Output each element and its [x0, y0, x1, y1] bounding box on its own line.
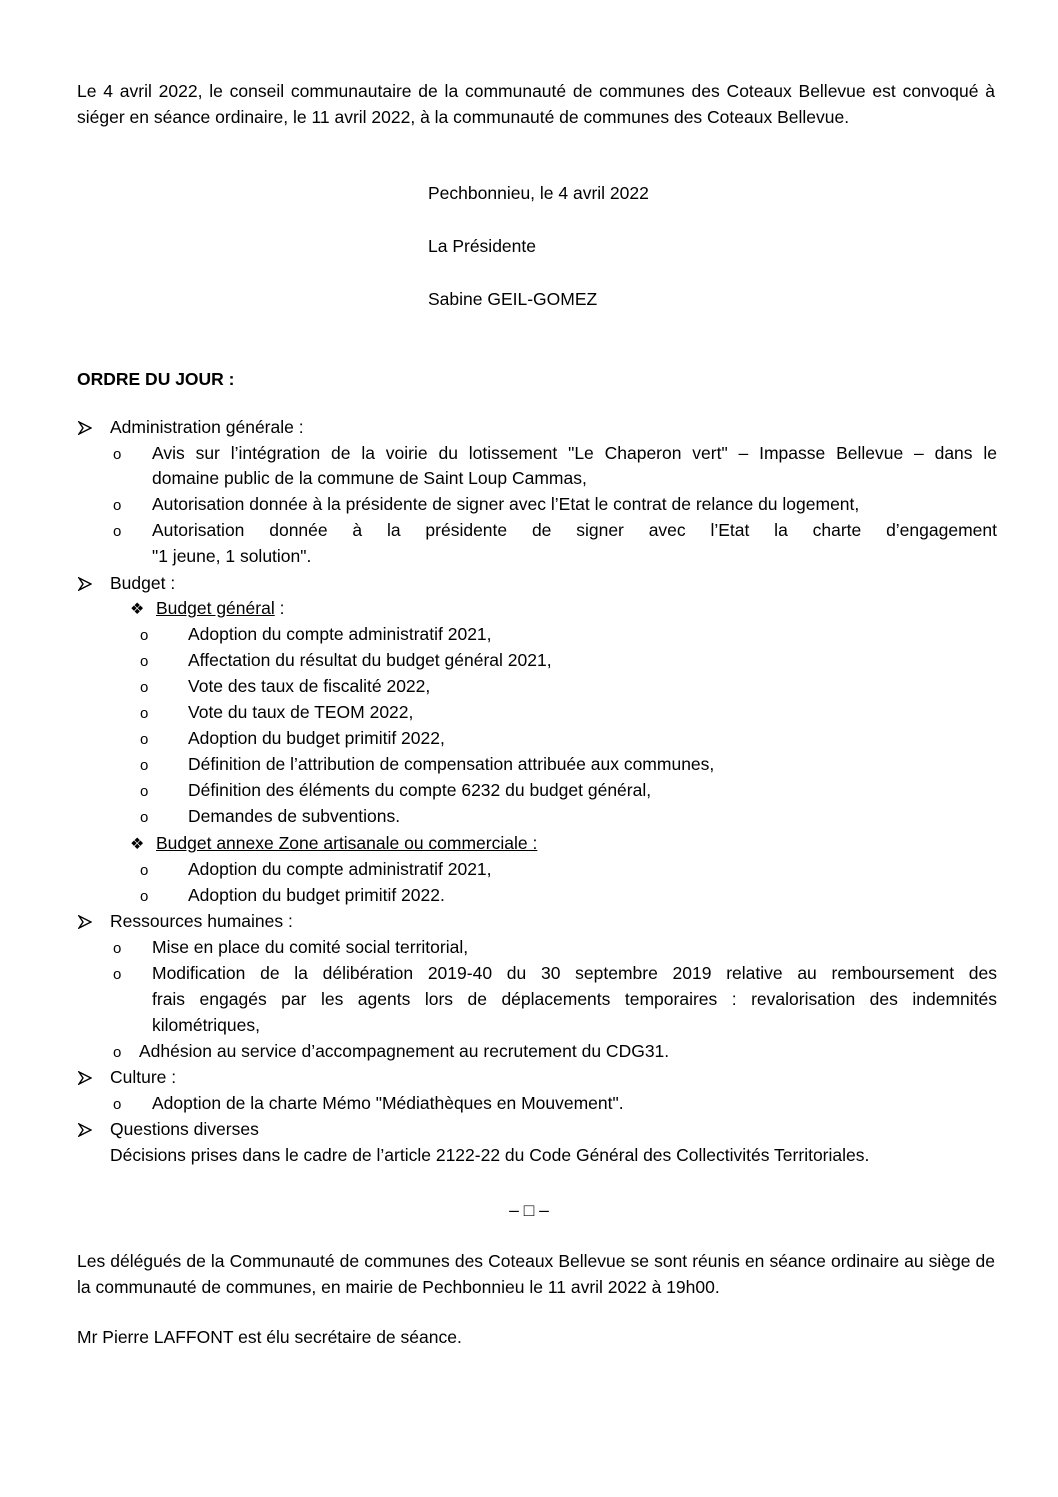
circle-bullet-icon: o — [140, 679, 149, 696]
list-item: Vote des taux de fiscalité 2022, — [188, 676, 431, 696]
list-item: Vote du taux de TEOM 2022, — [188, 702, 414, 722]
circle-bullet-icon: o — [140, 783, 149, 800]
list-item: Adoption du budget primitif 2022, — [188, 728, 445, 748]
list-item-cont: frais engagés par les agents lors de déplacements temporaires : revalorisation des indemnités — [152, 989, 997, 1009]
circle-bullet-icon: o — [113, 1096, 122, 1113]
list-item: Mise en place du comité social territorial, — [152, 937, 469, 957]
circle-bullet-icon: o — [140, 809, 149, 826]
list-item: Définition des éléments du compte 6232 du budget général, — [188, 780, 652, 800]
arrow-bullet-icon — [78, 577, 92, 591]
list-item: Adoption de la charte Mémo "Médiathèques en Mouvement". — [152, 1093, 624, 1113]
list-item: Avis sur l’intégration de la voirie du lotissement "Le Chaperon vert" – Impasse Bellevue – dans le — [152, 443, 997, 463]
section-heading: Culture : — [110, 1067, 177, 1087]
diamond-bullet-icon: ❖ — [130, 836, 145, 853]
agenda-title: ORDRE DU JOUR : — [77, 369, 235, 389]
meeting-paragraph — [77, 1248, 995, 1300]
list-item: Affectation du résultat du budget général 2021, — [188, 650, 552, 670]
section-heading: Ressources humaines : — [110, 911, 293, 931]
circle-bullet-icon: o — [113, 966, 122, 983]
intro-text: Le 4 avril 2022, le conseil communautaire de la communauté de communes des Coteaux Bellevue est convoqué à siéger en séance ordinaire, le 11 avril 2022, à la communauté de communes des Coteaux Bellevue. — [77, 81, 995, 127]
diamond-bullet-icon: ❖ — [130, 601, 145, 618]
secretary-text: Mr Pierre LAFFONT est élu secrétaire de séance. — [77, 1327, 462, 1347]
section-heading: Budget : — [110, 573, 176, 593]
arrow-bullet-icon — [78, 915, 92, 929]
circle-bullet-icon: o — [140, 888, 149, 905]
list-item: Adoption du compte administratif 2021, — [188, 624, 492, 644]
list-item: Adhésion au service d’accompagnement au recrutement du CDG31. — [139, 1041, 670, 1061]
circle-bullet-icon: o — [113, 523, 122, 540]
circle-bullet-icon: o — [140, 653, 149, 670]
list-item-cont: domaine public de la commune de Saint Loup Cammas, — [152, 468, 587, 488]
arrow-bullet-icon — [78, 1071, 92, 1085]
circle-bullet-icon: o — [140, 627, 149, 644]
list-item: Définition de l’attribution de compensation attribuée aux communes, — [188, 754, 715, 774]
circle-bullet-icon: o — [140, 862, 149, 879]
separator: – □ – — [509, 1200, 549, 1220]
subsection-heading: Budget général : — [156, 598, 285, 618]
list-item: Adoption du budget primitif 2022. — [188, 885, 445, 905]
subsection-heading: Budget annexe Zone artisanale ou commerciale : — [156, 833, 538, 853]
circle-bullet-icon: o — [140, 757, 149, 774]
circle-bullet-icon: o — [113, 1044, 122, 1061]
arrow-bullet-icon — [78, 1123, 92, 1137]
circle-bullet-icon: o — [113, 940, 122, 957]
section-heading: Questions diverses — [110, 1119, 259, 1139]
intro-paragraph — [77, 78, 995, 130]
list-item: Modification de la délibération 2019-40 du 30 septembre 2019 relative au remboursement des — [152, 963, 997, 983]
circle-bullet-icon: o — [113, 497, 122, 514]
signatory-name: Sabine GEIL-GOMEZ — [428, 289, 598, 309]
section-heading: Administration générale : — [110, 417, 304, 437]
list-item: Demandes de subventions. — [188, 806, 401, 826]
list-item-cont: kilométriques, — [152, 1015, 260, 1035]
section-text: Décisions prises dans le cadre de l’article 2122-22 du Code Général des Collectivités Territoriales. — [110, 1145, 870, 1165]
circle-bullet-icon: o — [113, 446, 122, 463]
place-date: Pechbonnieu, le 4 avril 2022 — [428, 183, 649, 203]
circle-bullet-icon: o — [140, 705, 149, 722]
list-item: Autorisation donnée à la présidente de signer avec l’Etat le contrat de relance du logement, — [152, 494, 860, 514]
list-item: Autorisation donnée à la présidente de signer avec l’Etat la charte d’engagement — [152, 520, 997, 540]
arrow-bullet-icon — [78, 421, 92, 435]
signatory-role: La Présidente — [428, 236, 536, 256]
circle-bullet-icon: o — [140, 731, 149, 748]
list-item-cont: "1 jeune, 1 solution". — [152, 546, 312, 566]
list-item: Adoption du compte administratif 2021, — [188, 859, 492, 879]
meeting-text: Les délégués de la Communauté de communes des Coteaux Bellevue se sont réunis en séance ordinaire au siège de la communauté de communes, en mairie de Pechbonnieu le 11 avril 2022 à 19h00. — [77, 1251, 995, 1297]
